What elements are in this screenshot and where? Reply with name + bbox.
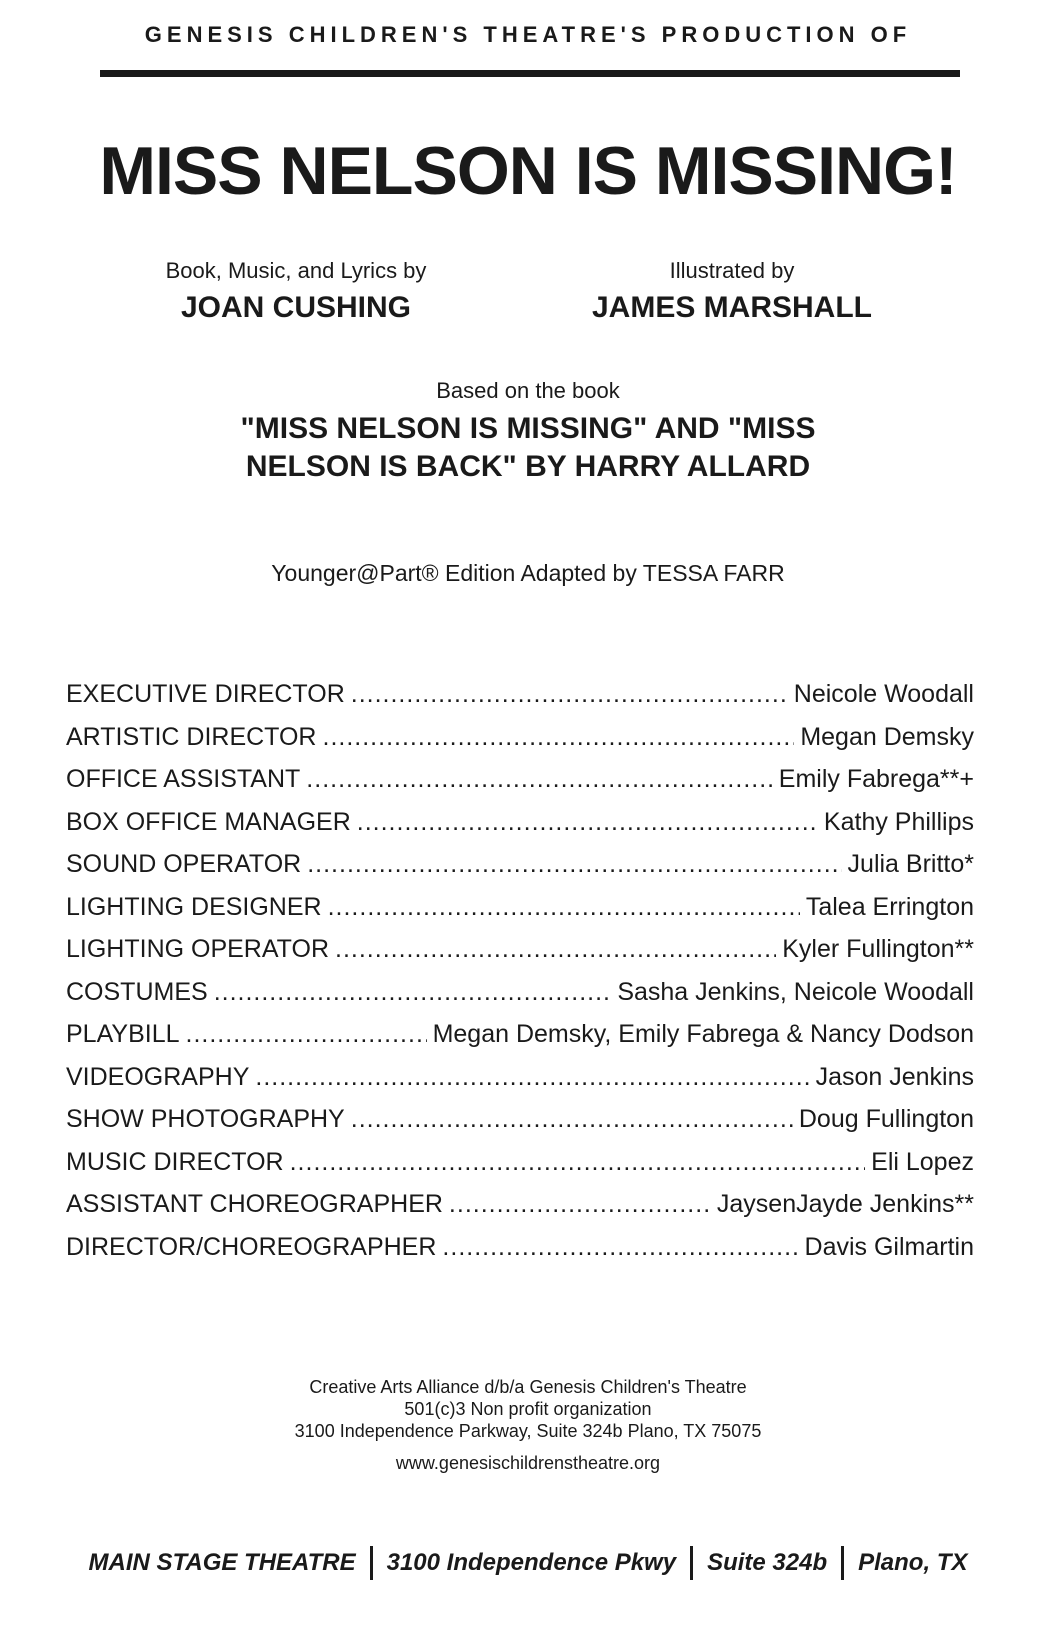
dot-leader [186,1020,427,1049]
staff-row [66,1190,974,1233]
staff-name: Kyler Fullington** [782,935,974,963]
staff-role: SHOW PHOTOGRAPHY [66,1105,345,1133]
dot-leader [357,808,818,837]
staff-row [66,893,974,936]
venue-street: 3100 Independence Pkwy [386,1549,677,1576]
staff-role: LIGHTING OPERATOR [66,935,330,963]
illustrator-credit [522,256,942,328]
venue-city: Plano, TX [858,1549,968,1576]
book-credit-label: Book, Music, and Lyrics by [165,258,427,283]
org-address: 3100 Independence Parkway, Suite 324b Plano, TX 75075 [294,1421,762,1441]
staff-name: Kathy Phillips [823,807,974,836]
dot-leader [442,1233,798,1262]
staff-name: Sasha Jenkins, Neicole Woodall [617,977,974,1006]
staff-row [66,1148,974,1191]
book-credit [86,256,506,328]
based-on-title-line1: "MISS NELSON IS MISSING" AND "MISS [240,412,816,445]
staff-name: Davis Gilmartin [804,1232,974,1261]
staff-name: JaysenJayde Jenkins** [716,1190,974,1218]
organization-info [0,1376,1056,1474]
staff-role: MUSIC DIRECTOR [66,1147,284,1176]
staff-role: ASSISTANT CHOREOGRAPHER [66,1190,443,1218]
venue-separator [841,1546,844,1580]
staff-role: DIRECTOR/CHOREOGRAPHER [66,1232,437,1261]
dot-leader [323,723,795,752]
staff-row [66,1233,974,1276]
staff-name: Megan Demsky [800,722,974,751]
staff-role: ARTISTIC DIRECTOR [66,722,317,751]
staff-name: Jason Jenkins [815,1062,974,1091]
staff-row [66,765,974,808]
header-divider [100,70,960,77]
staff-row [66,723,974,766]
staff-name: Neicole Woodall [793,680,974,708]
staff-role: LIGHTING DESIGNER [66,892,322,921]
staff-role: OFFICE ASSISTANT [66,765,301,793]
staff-role: SOUND OPERATOR [66,850,302,878]
dot-leader [255,1063,809,1092]
based-on-block [0,376,1056,486]
staff-role: COSTUMES [66,977,208,1006]
dot-leader [290,1148,866,1177]
staff-row [66,978,974,1021]
book-credit-name: JOAN CUSHING [180,291,412,324]
based-on-label: Based on the book [436,378,620,403]
staff-name: Doug Fullington [798,1105,974,1133]
production-header: GENESIS CHILDREN'S THEATRE'S PRODUCTION OF [144,22,912,47]
dot-leader [214,978,612,1007]
staff-row [66,1020,974,1063]
staff-name: Megan Demsky, Emily Fabrega & Nancy Dodson [432,1020,974,1048]
staff-role: EXECUTIVE DIRECTOR [66,680,345,708]
website-link[interactable]: www.genesischildrenstheatre.org [395,1453,661,1473]
dot-leader [335,935,776,964]
illustrator-credit-name: JAMES MARSHALL [591,291,872,324]
venue-separator [370,1546,373,1580]
edition-credit: Younger@Part® Edition Adapted by TESSA FARR [271,560,785,586]
staff-role: VIDEOGRAPHY [66,1062,250,1091]
staff-row [66,1105,974,1148]
org-name: Creative Arts Alliance d/b/a Genesis Children's Theatre [309,1377,747,1397]
dot-leader [306,765,772,794]
staff-row [66,680,974,723]
show-title: MISS NELSON IS MISSING! [99,133,957,209]
venue-separator [690,1546,693,1580]
dot-leader [449,1190,711,1219]
staff-name: Julia Britto* [847,850,974,878]
dot-leader [328,893,800,922]
dot-leader [351,1105,793,1134]
staff-name: Eli Lopez [871,1147,974,1176]
staff-role: PLAYBILL [66,1020,180,1048]
nonprofit-status: 501(c)3 Non profit organization [404,1399,652,1419]
staff-role: BOX OFFICE MANAGER [66,807,351,836]
venue-name: MAIN STAGE THEATRE [88,1549,356,1576]
based-on-title-line2: NELSON IS BACK" BY HARRY ALLARD [245,450,811,483]
staff-row [66,935,974,978]
staff-row [66,808,974,851]
staff-row [66,1063,974,1106]
staff-list [66,680,974,1275]
staff-row [66,850,974,893]
staff-name: Emily Fabrega**+ [778,765,974,793]
venue-bar [0,1546,1056,1580]
illustrator-credit-label: Illustrated by [669,258,795,283]
staff-name: Talea Errington [805,892,974,921]
dot-leader [351,680,788,709]
venue-suite: Suite 324b [707,1549,828,1576]
dot-leader [307,850,841,879]
